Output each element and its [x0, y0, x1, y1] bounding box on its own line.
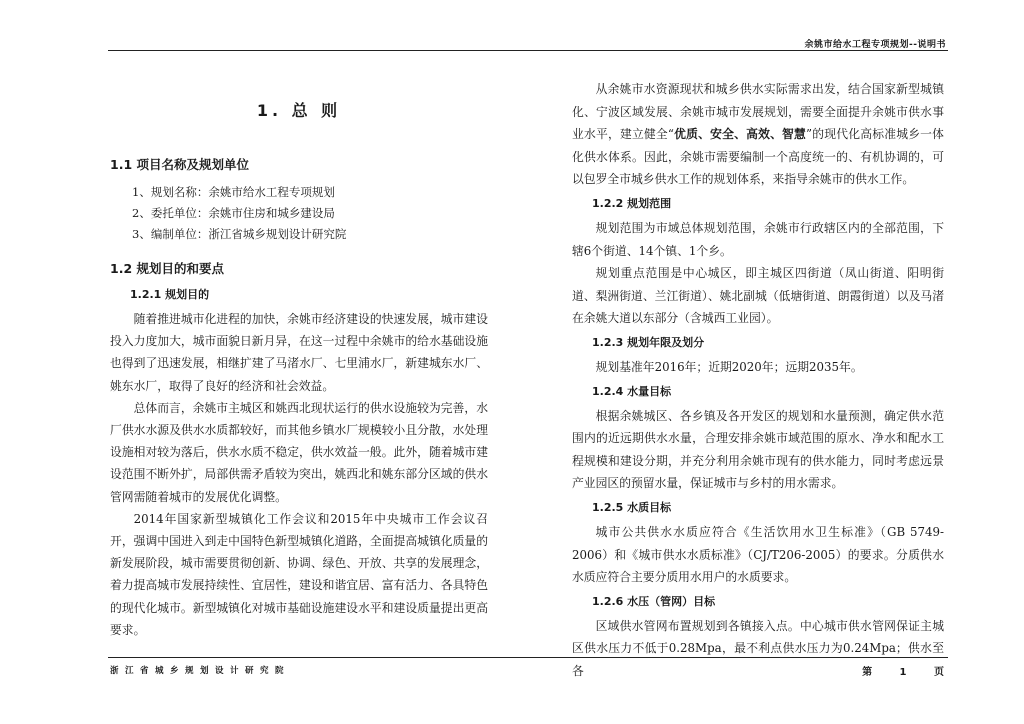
paragraph: 2014年国家新型城镇化工作会议和2015年中央城市工作会议召开，强调中国进入到走中国特色新型城镇化道路，全面提高城镇化质量的新发展阶段，城市需要贯彻创新、协调、绿色、开放、共享的发展理念，着力提高城市发展持续性、宜居性，建设和谐宜居、富有活力、各具特色的现代化城市。新型城镇化对城市基础设施建设水平和建设质量提出更高要求。 [110, 511, 488, 637]
section-1-2-5-heading: 1.2.5 水质目标 [592, 500, 672, 514]
section-1-2-6-heading: 1.2.6 水压（管网）目标 [592, 594, 716, 608]
list-item: 3、编制单位：浙江省城乡规划设计研究院 [132, 227, 347, 241]
paragraph: 根据余姚城区、各乡镇及各开发区的规划和水量预测，确定供水范围内的近远期供水水量，合理安排余姚市域范围的原水、净水和配水工程规模和建设分期，并充分利用余姚市现有的供水能力，同时考虑远景产业园区的预留水量，保证城市与乡村的用水需求。 [572, 408, 944, 491]
paragraph: 总体而言，余姚市主城区和姚西北现状运行的供水设施较为完善，水厂供水水源及供水水质都较好，而其他乡镇水厂规模较小且分散，水处理设施相对较为落后，供水水质不稳定，供水效益一般。此外，随着城市建设范围不断外扩，局部供需矛盾较为突出，姚西北和姚东部分区域的供水管网需随着城市的发展优化调整。 [110, 400, 488, 504]
document-header-title: 余姚市给水工程专项规划--说明书 [804, 40, 946, 50]
paragraph: 城市公共供水水质应符合《生活饮用水卫生标准》（GB 5749-2006）和《城市供水水质标准》（CJ/T206-2005）的要求。分质供水水质应符合主要分质用水用户的水质要求。 [572, 524, 944, 585]
paragraph: 规划重点范围是中心城区，即主城区四街道（凤山街道、阳明街道、梨洲街道、兰江街道）、姚北副城（低塘街道、朗霞街道）以及马渚在余姚大道以东部分（含城西工业园）。 [572, 266, 944, 326]
section-1-2-2-heading: 1.2.2 规划范围 [592, 196, 672, 210]
footer-rule [108, 657, 948, 658]
section-1-1-heading: 1.1 项目名称及规划单位 [110, 157, 249, 172]
footer-organization: 浙江省城乡规划设计研究院 [110, 666, 291, 676]
paragraph: 规划基准年2016年；近期2020年；远期2035年。 [595, 359, 863, 374]
page-number: 第 1 页 [862, 667, 944, 678]
section-1-2-4-heading: 1.2.4 水量目标 [592, 384, 672, 398]
bold-goal-phrase: 优质、安全、高效、智慧 [673, 127, 807, 142]
header-rule [108, 50, 948, 51]
right-column [572, 78, 944, 682]
intro-paragraph: 从余姚市水资源现状和城乡供水实际需求出发，结合国家新型城镇化、宁波区域发展、余姚市城市发展规划，需要全面提升余姚市供水事业水平，建立健全“优质、安全、高效、智慧”的现代化高标准城乡一体化供水体系。因此，余姚市需要编制一个高度统一的、有机协调的，可以包罗全市城乡供水工作的规划体系，来指导余姚市的供水工作。 [572, 82, 944, 187]
section-1-2-3-heading: 1.2.3 规划年限及划分 [592, 335, 705, 349]
paragraph: 规划范围为市域总体规划范围，余姚市行政辖区内的全部范围，下辖6个街道、14个镇、1个乡。 [572, 220, 944, 258]
list-item: 2、委托单位：余姚市住房和城乡建设局 [132, 206, 335, 220]
section-1-2-heading: 1.2 规划目的和要点 [110, 261, 224, 276]
list-item: 1、规划名称：余姚市给水工程专项规划 [132, 185, 335, 199]
paragraph: 随着推进城市化进程的加快，余姚市经济建设的快速发展，城市建设投入力度加大，城市面貌日新月异，在这一过程中余姚市的给水基础设施也得到了迅速发展，相继扩建了马渚水厂、七里浦水厂，新建城东水厂、姚东水厂，取得了良好的经济和社会效益。 [110, 312, 488, 393]
left-column [110, 78, 488, 641]
section-1-2-1-heading: 1.2.1 规划目的 [130, 288, 210, 301]
paragraph: 区域供水管网布置规划到各镇接入点。中心城市供水管网保证主城区供水压力不低于0.28Mpa，最不利点供水压力为0.24Mpa；供水至各 [572, 618, 944, 678]
chapter-title: 1. 总 则 [256, 101, 342, 120]
